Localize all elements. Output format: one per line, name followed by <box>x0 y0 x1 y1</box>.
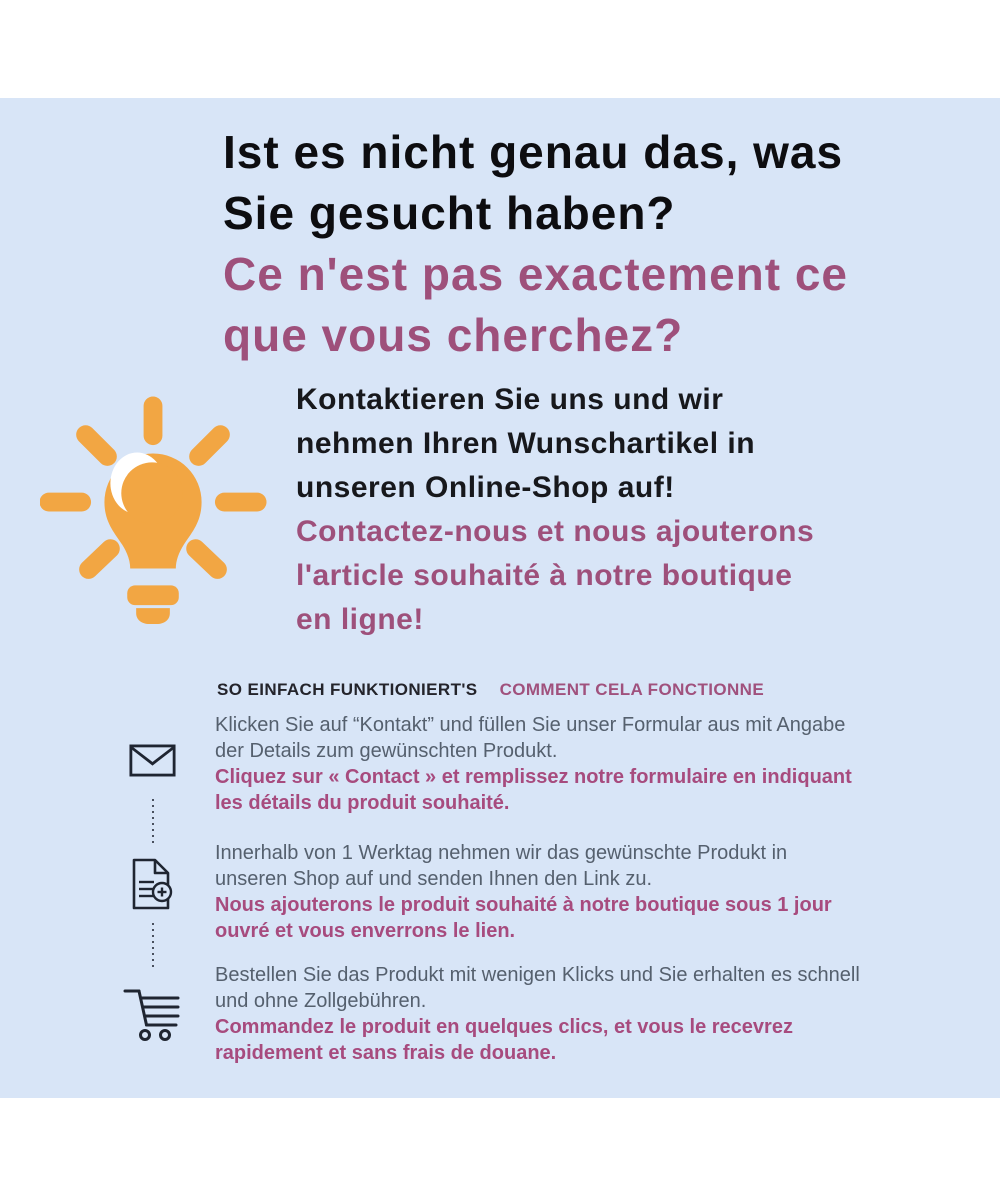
headline <box>223 122 848 366</box>
step-contact-fr-line2: les détails du produit souhaité. <box>215 792 510 814</box>
intro-fr-line2: l'article souhaité à notre boutique <box>296 559 793 592</box>
dotted-connector <box>152 799 154 845</box>
step-contact-de-line2: der Details zum gewünschten Produkt. <box>215 740 558 762</box>
step-add-product-fr-line2: ouvré et vous enverrons le lien. <box>215 920 516 942</box>
step-order-fr-line2: rapidement et sans frais de douane. <box>215 1042 557 1064</box>
headline-fr-line1: Ce n'est pas exactement ce <box>223 248 849 300</box>
headline-de-line1: Ist es nicht genau das, was <box>223 126 844 178</box>
how-it-works-title-de: SO EINFACH FUNKTIONIERT'S <box>217 680 478 699</box>
how-it-works-title-fr: COMMENT CELA FONCTIONNE <box>499 680 765 699</box>
step-add-product <box>215 840 945 944</box>
intro-de-line3: unseren Online-Shop auf! <box>296 471 675 504</box>
headline-fr-line2: que vous cherchez? <box>223 309 684 361</box>
intro-de-line2: nehmen Ihren Wunschartikel in <box>296 427 756 460</box>
document-add-icon <box>131 857 173 911</box>
intro-fr-line1: Contactez-nous et nous ajouterons <box>296 515 815 548</box>
step-order-de-line2: und ohne Zollgebühren. <box>215 990 427 1012</box>
intro-text <box>296 378 814 642</box>
step-contact-de-line1: Klicken Sie auf “Kontakt” und füllen Sie unser Formular aus mit Angabe <box>215 714 846 736</box>
step-add-product-fr-line1: Nous ajouterons le produit souhaité à notre boutique sous 1 jour <box>215 894 832 916</box>
intro-fr-line3: en ligne! <box>296 603 424 636</box>
how-it-works-title <box>217 680 764 700</box>
step-contact-fr-line1: Cliquez sur « Contact » et remplissez notre formulaire en indiquant <box>215 766 852 788</box>
step-contact <box>215 712 945 816</box>
lightbulb-icon <box>40 390 268 630</box>
step-add-product-de-line2: unseren Shop auf und senden Ihnen den Link zu. <box>215 868 653 890</box>
step-order-de-line1: Bestellen Sie das Produkt mit wenigen Klicks und Sie erhalten es schnell <box>215 964 860 986</box>
step-order <box>215 962 945 1066</box>
dotted-connector <box>152 923 154 969</box>
headline-de-line2: Sie gesucht haben? <box>223 187 676 239</box>
step-order-fr-line1: Commandez le produit en quelques clics, et vous le recevrez <box>215 1016 793 1038</box>
shopping-cart-icon <box>118 985 182 1043</box>
step-add-product-de-line1: Innerhalb von 1 Werktag nehmen wir das gewünschte Produkt in <box>215 842 788 864</box>
envelope-icon <box>129 744 176 777</box>
intro-de-line1: Kontaktieren Sie uns und wir <box>296 383 724 416</box>
